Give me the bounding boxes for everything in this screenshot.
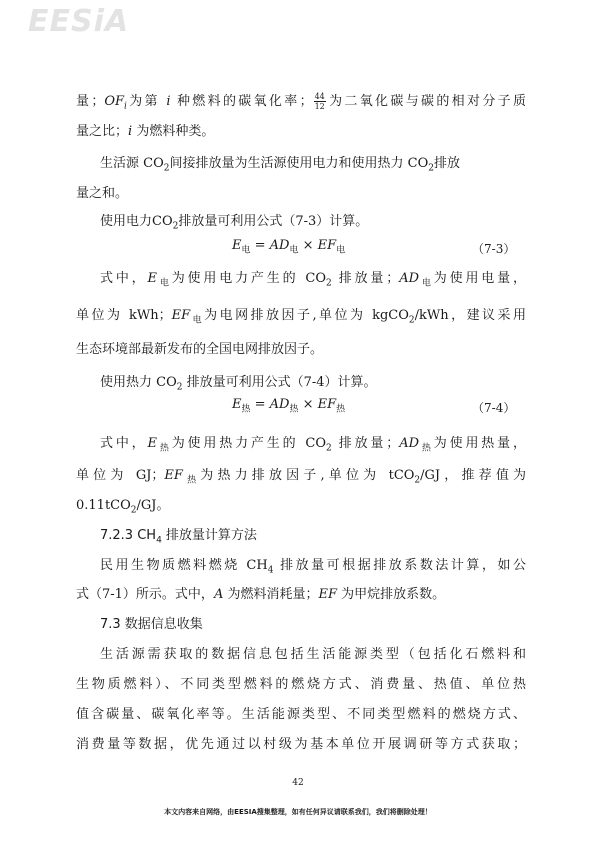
para6-line1: 式中，$E_热$为使用热力产生的 $CO_2$ 排放量；$AD_热$为使用热量， (100, 436, 526, 454)
para8-line4: 消费量等数据，优先通过以村级为基本单位开展调研等方式获取； (76, 737, 526, 752)
para8-line1: 生活源需获取的数据信息包括生活能源类型（包括化石燃料和 (100, 647, 526, 662)
para4-line2: 单位为 kWh；$EF_电$为电网排放因子,单位为 kgCO$_2$/kWh，建议采用 (76, 308, 526, 326)
para3: 使用电力$CO_2$排放量可利用公式（7-3）计算。 (100, 214, 369, 232)
para6-line3: 0.11tCO$_2$/GJ。 (76, 498, 170, 516)
para1-line2: 量之比；i 为燃料种类。 (76, 124, 215, 139)
para8-line2: 生物质燃料）、不同类型燃料的燃烧方式、消费量、热值、单位热 (76, 677, 526, 692)
fraction-44-12: $\frac{44}{12}$ (314, 92, 325, 111)
para6-line2: 单位为 GJ；$EF_热$为热力排放因子,单位为 tCO$_2$/GJ，推荐值为 (76, 468, 526, 486)
para7-line2: 式（7-1）所示。式中，A 为燃料消耗量；EF 为甲烷排放系数。 (76, 587, 446, 602)
eesia-watermark-logo: EESiA (28, 4, 130, 39)
para4-line3: 生态环境部最新发布的全国电网排放因子。 (76, 342, 324, 357)
para2-line2: 量之和。 (76, 186, 129, 201)
para7-line1: 民用生物质燃料燃烧 $CH_4$ 排放量可根据排放系数法计算，如公 (100, 558, 526, 576)
para1-line1: 量；$OF_i$为第 i 种燃料的碳氧化率； $\frac{44}{12}$ 为二氧化碳与碳的相对分子质 (76, 92, 526, 112)
para2-line1: 生活源 $CO_2$间接排放量为生活源使用电力和使用热力 $CO_2$排放 (100, 156, 460, 174)
footer-disclaimer: 本文内容来自网络，由EESIA搜集整理，如有任何异议请联系我们，我们将删除处理！ (164, 808, 432, 816)
para5: 使用热力 $CO_2$ 排放量可利用公式（7-4）计算。 (100, 375, 377, 393)
equation-number-7-4: （7-4） (472, 401, 516, 415)
equation-7-3: $E_电 = AD_电 \times EF_电$ (232, 238, 346, 256)
equation-7-4: $E_热 = AD_热 \times EF_热$ (232, 397, 346, 415)
para8-line3: 值含碳量、碳氧化率等。生活能源类型、不同类型燃料的燃烧方式、 (76, 707, 526, 722)
section-heading-7-2-3: 7.2.3 $CH_4$ 排放量计算方法 (100, 528, 257, 546)
section-heading-7-3: 7.3 数据信息收集 (100, 617, 203, 632)
para4-line1: 式中，$E_电$为使用电力产生的 $CO_2$ 排放量；$AD_电$为使用电量， (100, 271, 526, 289)
equation-number-7-3: （7-3） (472, 242, 516, 256)
page-number: 42 (292, 778, 304, 788)
